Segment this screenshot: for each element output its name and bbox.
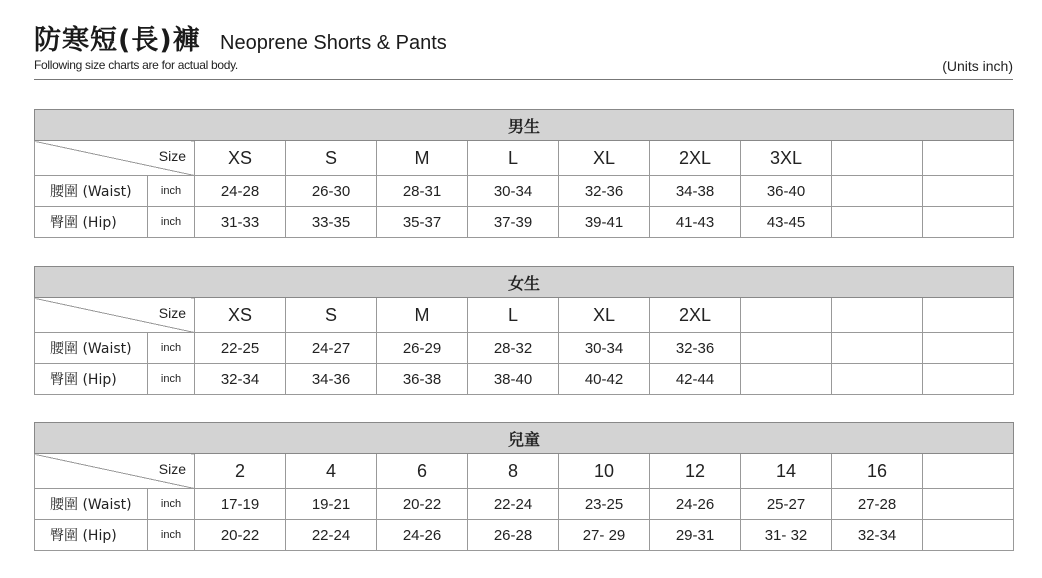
unit-cell: inch xyxy=(148,489,195,520)
size-header: 3XL xyxy=(741,141,832,176)
value-cell xyxy=(832,333,923,364)
value-cell: 28-32 xyxy=(468,333,559,364)
value-cell: 40-42 xyxy=(559,364,650,395)
value-cell: 31-33 xyxy=(195,207,286,238)
size-header: 8 xyxy=(468,454,559,489)
value-cell: 34-36 xyxy=(286,364,377,395)
size-header: M xyxy=(377,141,468,176)
value-cell xyxy=(923,333,1014,364)
value-cell: 24-27 xyxy=(286,333,377,364)
size-corner-cell xyxy=(35,298,195,333)
value-cell: 42-44 xyxy=(650,364,741,395)
size-corner-cell xyxy=(35,454,195,489)
value-cell: 22-25 xyxy=(195,333,286,364)
value-cell xyxy=(741,364,832,395)
value-cell: 36-40 xyxy=(741,176,832,207)
page-title-chinese: 防寒短(長)褲 xyxy=(34,25,201,56)
table-row xyxy=(35,333,1014,364)
value-cell: 24-28 xyxy=(195,176,286,207)
value-cell: 43-45 xyxy=(741,207,832,238)
value-cell xyxy=(923,176,1014,207)
table-row xyxy=(35,364,1014,395)
value-cell: 26-30 xyxy=(286,176,377,207)
size-header xyxy=(741,298,832,333)
size-header xyxy=(923,454,1014,489)
size-table-kids xyxy=(34,422,1014,551)
page-header xyxy=(34,18,1013,80)
size-header xyxy=(832,141,923,176)
units-note: (Units inch) xyxy=(942,58,1013,74)
value-cell: 37-39 xyxy=(468,207,559,238)
value-cell: 32-36 xyxy=(559,176,650,207)
size-header xyxy=(923,141,1014,176)
size-table-women xyxy=(34,266,1014,395)
value-cell: 32-34 xyxy=(195,364,286,395)
size-header-row xyxy=(35,454,1014,489)
size-header: 6 xyxy=(377,454,468,489)
section-title: 兒童 xyxy=(35,423,1014,454)
value-cell: 24-26 xyxy=(377,520,468,551)
row-label: 臀圍 (Hip) xyxy=(35,207,148,238)
value-cell: 38-40 xyxy=(468,364,559,395)
size-header-row xyxy=(35,298,1014,333)
value-cell: 31- 32 xyxy=(741,520,832,551)
size-header: S xyxy=(286,141,377,176)
size-label: Size xyxy=(158,305,186,321)
unit-cell: inch xyxy=(148,333,195,364)
row-label: 臀圍 (Hip) xyxy=(35,520,148,551)
value-cell xyxy=(832,176,923,207)
size-table-men xyxy=(34,109,1014,238)
value-cell xyxy=(923,489,1014,520)
size-header: M xyxy=(377,298,468,333)
table-row xyxy=(35,520,1014,551)
page-title-english: Neoprene Shorts & Pants xyxy=(220,32,447,54)
size-header: 2XL xyxy=(650,298,741,333)
size-header: 14 xyxy=(741,454,832,489)
value-cell: 39-41 xyxy=(559,207,650,238)
table-row xyxy=(35,489,1014,520)
size-header: L xyxy=(468,298,559,333)
page-subtitle: Following size charts are for actual body. xyxy=(34,58,238,72)
value-cell: 32-36 xyxy=(650,333,741,364)
size-header: XL xyxy=(559,298,650,333)
size-corner-cell xyxy=(35,141,195,176)
value-cell: 32-34 xyxy=(832,520,923,551)
unit-cell: inch xyxy=(148,364,195,395)
value-cell xyxy=(923,207,1014,238)
value-cell xyxy=(832,364,923,395)
size-header: 10 xyxy=(559,454,650,489)
size-header: 2XL xyxy=(650,141,741,176)
row-label: 腰圍 (Waist) xyxy=(35,489,148,520)
value-cell: 23-25 xyxy=(559,489,650,520)
size-label: Size xyxy=(158,461,186,477)
unit-cell: inch xyxy=(148,207,195,238)
value-cell: 29-31 xyxy=(650,520,741,551)
size-header: 2 xyxy=(195,454,286,489)
value-cell: 28-31 xyxy=(377,176,468,207)
value-cell: 22-24 xyxy=(286,520,377,551)
row-label: 腰圍 (Waist) xyxy=(35,333,148,364)
header-divider xyxy=(34,79,1013,80)
unit-cell: inch xyxy=(148,520,195,551)
size-header xyxy=(832,298,923,333)
size-header: 16 xyxy=(832,454,923,489)
row-label: 腰圍 (Waist) xyxy=(35,176,148,207)
size-header: L xyxy=(468,141,559,176)
section-title: 男生 xyxy=(35,110,1014,141)
value-cell: 30-34 xyxy=(559,333,650,364)
value-cell xyxy=(923,364,1014,395)
value-cell: 22-24 xyxy=(468,489,559,520)
section-title: 女生 xyxy=(35,267,1014,298)
size-header: 4 xyxy=(286,454,377,489)
value-cell: 19-21 xyxy=(286,489,377,520)
unit-cell: inch xyxy=(148,176,195,207)
value-cell: 33-35 xyxy=(286,207,377,238)
table-row xyxy=(35,207,1014,238)
size-header: S xyxy=(286,298,377,333)
value-cell: 26-29 xyxy=(377,333,468,364)
row-label: 臀圍 (Hip) xyxy=(35,364,148,395)
size-header: 12 xyxy=(650,454,741,489)
value-cell: 26-28 xyxy=(468,520,559,551)
value-cell: 25-27 xyxy=(741,489,832,520)
value-cell: 41-43 xyxy=(650,207,741,238)
value-cell xyxy=(923,520,1014,551)
value-cell: 36-38 xyxy=(377,364,468,395)
value-cell: 30-34 xyxy=(468,176,559,207)
size-label: Size xyxy=(158,148,186,164)
value-cell xyxy=(741,333,832,364)
value-cell: 24-26 xyxy=(650,489,741,520)
size-header xyxy=(923,298,1014,333)
value-cell: 27- 29 xyxy=(559,520,650,551)
size-header: XS xyxy=(195,298,286,333)
value-cell: 17-19 xyxy=(195,489,286,520)
value-cell: 27-28 xyxy=(832,489,923,520)
size-header: XL xyxy=(559,141,650,176)
value-cell: 20-22 xyxy=(377,489,468,520)
value-cell xyxy=(832,207,923,238)
table-row xyxy=(35,176,1014,207)
value-cell: 35-37 xyxy=(377,207,468,238)
size-header-row xyxy=(35,141,1014,176)
value-cell: 20-22 xyxy=(195,520,286,551)
size-header: XS xyxy=(195,141,286,176)
value-cell: 34-38 xyxy=(650,176,741,207)
